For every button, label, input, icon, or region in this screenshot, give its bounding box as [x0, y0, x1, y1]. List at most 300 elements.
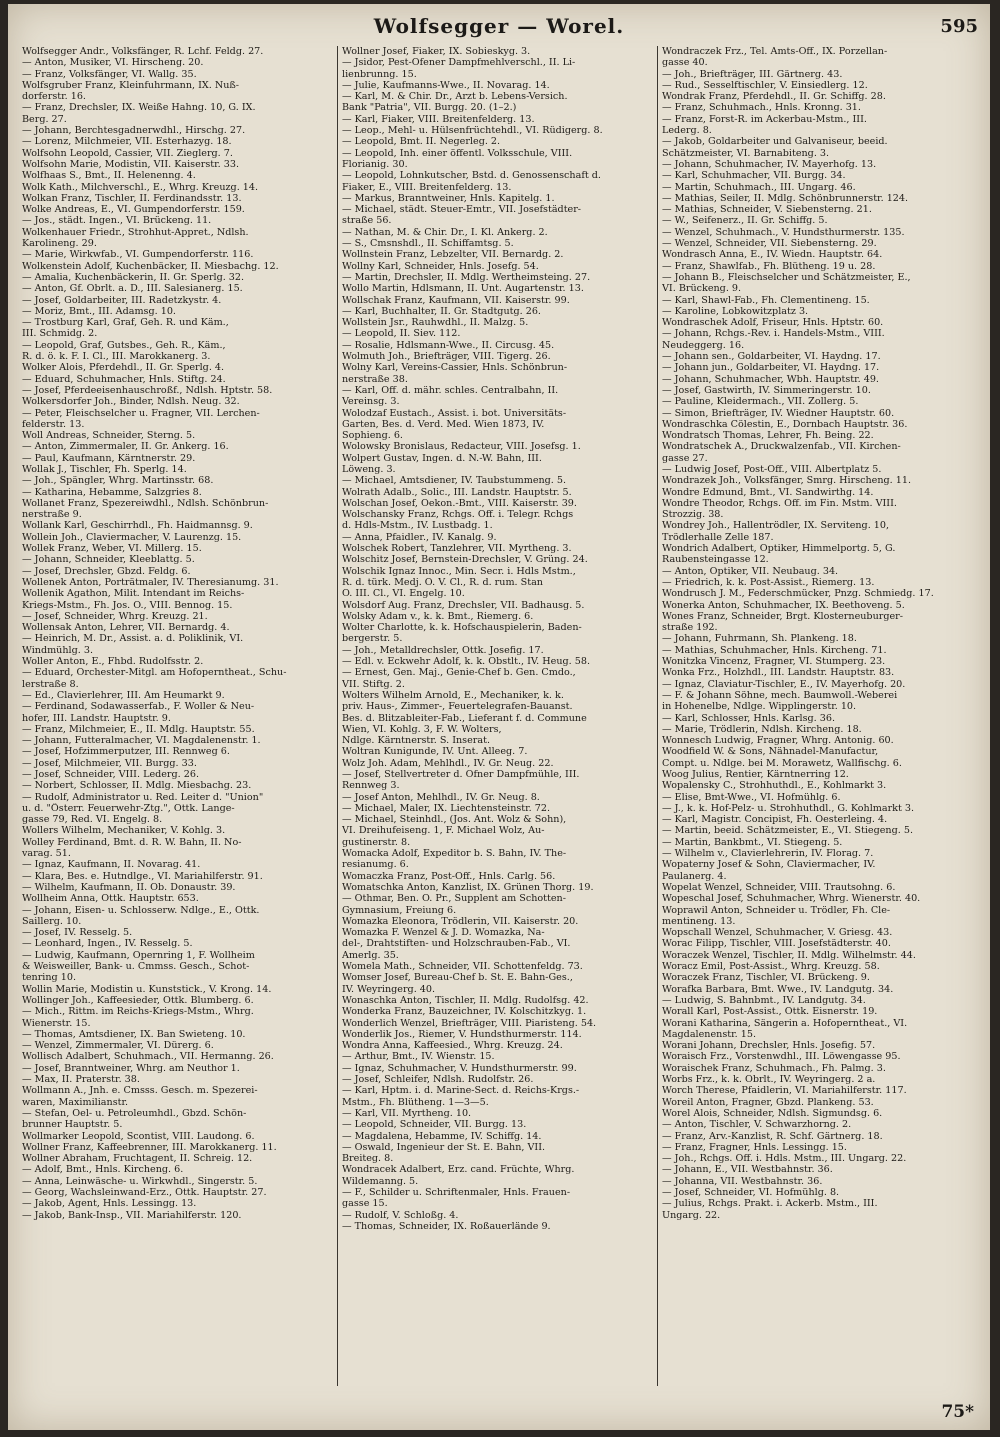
directory-entry: Wonka Frz., Holzhdl., III. Landstr. Hauptstr. 83.	[662, 667, 895, 679]
directory-entry: Schätzmeister, VI. Barnabiteng. 3.	[662, 147, 830, 159]
directory-entry: — Mathias, Schuhmacher, Hnls. Kircheng. 71.	[662, 644, 887, 656]
directory-entry: nerstraße 9.	[22, 509, 82, 521]
directory-entry: Worall Karl, Post-Assist., Ottk. Eisnerstr. 19.	[662, 1006, 878, 1018]
directory-entry: Wondraczek Frz., Tel. Amts-Off., IX. Porzellan-	[662, 46, 888, 57]
directory-entry: Wondrasch Anna, E., IV. Wiedn. Hauptstr. 64.	[662, 249, 883, 261]
directory-entry: — Franz, Volksfänger, VI. Wallg. 35.	[22, 68, 197, 80]
directory-entry: Wolkan Franz, Tischler, II. Ferdinandsstr. 13.	[22, 192, 242, 204]
directory-entry: Wolpert Gustav, Ingen. d. N.-W. Bahn, III.	[342, 452, 542, 464]
directory-entry: — Josef, Schneider, Whrg. Kreuzg. 21.	[22, 610, 208, 622]
directory-entry: III. Schmidg. 2.	[22, 328, 98, 340]
directory-entry: Magdalenenstr. 15.	[662, 1028, 756, 1040]
directory-entry: Wolrath Adalb., Solic., III. Landstr. Hauptstr. 5.	[342, 486, 572, 498]
directory-entry: Womser Josef, Bureau-Chef b. St. E. Bahn-Ges.,	[342, 972, 573, 984]
directory-entry: — Karl, Schlosser, Hnls. Karlsg. 36.	[662, 712, 836, 724]
directory-entry: — Anna, Pfaidler., IV. Kanalg. 9.	[342, 531, 497, 543]
directory-entry: — Johann, Schuhmacher, Wbh. Hauptstr. 49.	[662, 373, 879, 385]
directory-entry: — Magdalena, Hebamme, IV. Schiffg. 14.	[342, 1130, 542, 1142]
directory-entry: — Thomas, Schneider, IX. Roßauerlände 9.	[342, 1220, 551, 1232]
directory-entry: — Markus, Branntweiner, Hnls. Kapitelg. 1.	[342, 192, 555, 204]
directory-entry: Woll Andreas, Schneider, Sterng. 5.	[22, 430, 196, 442]
directory-entry: Wonderka Franz, Bauzeichner, IV. Kolschitzkyg. 1.	[342, 1006, 587, 1018]
column-right	[658, 46, 978, 1386]
directory-entry: Trödlerhalle Zelle 187.	[662, 531, 774, 543]
directory-entry: R. d. türk. Medj. O. V. Cl., R. d. rum. Stan	[342, 576, 543, 588]
directory-entry: — Johann, Schneider, Kleeblattg. 5.	[22, 554, 195, 566]
directory-entry: — Anton, Musiker, VI. Hirscheng. 20.	[22, 57, 204, 69]
directory-entry: — Jsidor, Pest-Ofener Dampfmehlverschl., II. Li-	[342, 57, 576, 69]
directory-entry: IV. Weyringerg. 40.	[342, 983, 436, 995]
directory-entry: — Jos., städt. Ingen., VI. Brückeng. 11.	[22, 215, 212, 227]
directory-entry: Wolschansky Franz, Rchgs. Off. i. Telegr. Rchgs	[342, 509, 574, 521]
directory-entry: Wones Franz, Schneider, Brgt. Klosterneuburger-	[662, 610, 903, 622]
directory-entry: Wollschak Franz, Kaufmann, VII. Kaiserstr. 99.	[342, 294, 570, 306]
directory-entry: — Josef, Schneider, VI. Hofmühlg. 8.	[662, 1186, 840, 1198]
directory-entry: — Johanna, VII. Westbahnstr. 36.	[662, 1175, 823, 1187]
directory-entry: resianumg. 6.	[342, 859, 409, 871]
entry-columns	[18, 46, 980, 1386]
directory-entry: Wollnstein Franz, Lebzelter, VII. Bernardg. 2.	[342, 249, 564, 261]
directory-entry: Wollenik Agathon, Milit. Intendant im Reichs-	[22, 588, 245, 600]
directory-entry: Kriegs-Mstm., Fh. Jos. O., VIII. Bennog. 15.	[22, 599, 233, 611]
directory-entry: Womazka Eleonora, Trödlerin, VII. Kaiserstr. 20.	[342, 915, 579, 927]
directory-entry: Wopschall Wenzel, Schuhmacher, V. Griesg. 43.	[662, 927, 893, 939]
directory-entry: — Lorenz, Milchmeier, VII. Esterhazyg. 18.	[22, 136, 232, 148]
directory-entry: Wondrich Adalbert, Optiker, Himmelportg. 5, G.	[662, 543, 896, 555]
directory-entry: — Josef, Stellvertreter d. Ofner Dampfmühle, III.	[342, 769, 580, 780]
directory-entry: bergerstr. 5.	[342, 633, 403, 645]
directory-entry: — Rudolf, V. Schloßg. 4.	[342, 1209, 459, 1221]
directory-entry: — Ferdinand, Sodawasserfab., F. Woller & Neu-	[22, 701, 255, 713]
directory-entry: — Franz, Milchmeier, E., II. Mdlg. Hauptstr. 55.	[22, 723, 255, 735]
directory-entry: — Nathan, M. & Chir. Dr., I. Kl. Ankerg. 2.	[342, 226, 548, 238]
directory-entry: — Johann B., Fleischselcher und Schätzmeister, E.,	[662, 271, 911, 283]
directory-entry: — Othmar, Ben. O. Pr., Supplent am Schotten-	[342, 893, 566, 905]
directory-entry: Wolsky Adam v., k. k. Bmt., Riemerg. 6.	[342, 610, 534, 622]
directory-entry: — Franz, Drechsler, IX. Weiße Hahng. 10, G. IX.	[22, 102, 256, 114]
directory-entry: — J., k. k. Hof-Pelz- u. Strohhuthdl., G. Kohlmarkt 3.	[662, 802, 915, 814]
directory-entry: — Jakob, Agent, Hnls. Lessingg. 13.	[22, 1198, 197, 1210]
directory-entry: straße 56.	[342, 215, 392, 227]
directory-entry: — Joh., Metalldrechsler, Ottk. Josefig. 17.	[342, 644, 544, 656]
directory-entry: Wopeschal Josef, Schuhmacher, Whrg. Wienerstr. 40.	[662, 893, 921, 905]
directory-entry: — Ernest, Gen. Maj., Genie-Chef b. Gen. Cmdo.,	[342, 667, 576, 679]
directory-entry: Wollner Franz, Kaffeebrenner, III. Marokkanerg. 11.	[22, 1141, 277, 1153]
directory-entry: — Stefan, Oel- u. Petroleumhdl., Gbzd. Schön-	[22, 1107, 247, 1119]
directory-entry: — Michael, Maler, IX. Liechtensteinstr. 72.	[342, 802, 551, 814]
directory-entry: Woltran Kunigunde, IV. Unt. Alleeg. 7.	[342, 746, 528, 758]
directory-entry: — Johann jun., Goldarbeiter, VI. Haydng. 17.	[662, 362, 880, 374]
directory-entry: Wolschik Ignaz Innoc., Min. Secr. i. Hdls Mstm.,	[342, 565, 576, 577]
directory-entry: Wolley Ferdinand, Bmt. d. R. W. Bahn, II. No-	[22, 836, 242, 848]
directory-entry: VI. Brückeng. 9.	[662, 283, 742, 295]
directory-entry: — Josef, Schleifer, Ndlsh. Rudolfstr. 26.	[342, 1074, 534, 1086]
directory-entry: — Leopold, Graf, Gutsbes., Geh. R., Käm.,	[22, 339, 226, 351]
directory-entry: — Johann, Futteralmacher, VI. Magdalenenstr. 1.	[22, 735, 261, 747]
directory-entry: — Josef, Pferdeeisenhauschroßf., Ndlsh. Hptstr. 58.	[22, 384, 273, 396]
directory-entry: dorferstr. 16.	[22, 91, 86, 103]
directory-entry: — Heinrich, M. Dr., Assist. a. d. Poliklinik, VI.	[22, 633, 244, 645]
directory-entry: Sophieng. 6.	[342, 430, 403, 442]
directory-entry: Womela Math., Schneider, VII. Schottenfeldg. 73.	[342, 961, 583, 973]
directory-entry: Karolineng. 29.	[22, 238, 97, 250]
directory-entry: — Martin, Drechsler, II. Mdlg. Wertheimsteing. 27.	[342, 271, 591, 283]
directory-entry: Worafka Barbara, Bmt. Wwe., IV. Landgutg. 34.	[662, 983, 894, 995]
directory-entry: Wollmarker Leopold, Scontist, VIII. Laudong. 6.	[22, 1130, 255, 1142]
directory-entry: Wollers Wilhelm, Mechaniker, V. Kohlg. 3.	[22, 825, 226, 837]
directory-entry: — Martin, beeid. Schätzmeister, E., VI. Stiegeng. 5.	[662, 825, 913, 837]
directory-entry: Wolfsohn Marie, Modistin, VII. Kaiserstr. 33.	[22, 158, 240, 170]
directory-entry: Berg. 27.	[22, 113, 67, 125]
directory-entry: Wolsdorf Aug. Franz, Drechsler, VII. Badhausg. 5.	[342, 599, 585, 611]
directory-entry: Ndlge. Kärntnerstr. S. Inserat.	[342, 735, 490, 747]
directory-entry: Ungarg. 22.	[662, 1209, 721, 1221]
directory-entry: Worac Filipp, Tischler, VIII. Josefstädterstr. 40.	[662, 938, 891, 950]
directory-entry: Wondracek Adalbert, Erz. cand. Früchte, Whrg.	[342, 1164, 575, 1176]
directory-entry: — Paul, Kaufmann, Kärntnerstr. 29.	[22, 452, 196, 464]
directory-entry: Florianig. 30.	[342, 158, 408, 170]
directory-entry: — Leop., Mehl- u. Hülsenfrüchtehdl., VI. Rüdigerg. 8.	[342, 125, 603, 137]
directory-entry: — F., Schilder u. Schriftenmaler, Hnls. Frauen-	[342, 1186, 571, 1198]
directory-entry: Woracz Emil, Post-Assist., Whrg. Kreuzg. 58.	[662, 961, 880, 973]
page-number: 595	[940, 16, 978, 37]
directory-entry: — Mathias, Seiler, II. Mdlg. Schönbrunnerstr. 124.	[662, 192, 909, 204]
directory-entry: — Johann, Rchgs.-Rev. i. Handels-Mstm., VIII.	[662, 328, 885, 340]
directory-entry: Wolkersdorfer Joh., Binder, Ndlsh. Neug. 32.	[22, 396, 240, 408]
directory-entry: — Josef Anton, Mehlhdl., IV. Gr. Neug. 8.	[342, 791, 540, 803]
directory-entry: Wollny Karl, Schneider, Hnls. Josefg. 54.	[342, 260, 539, 272]
directory-entry: — Julius, Rchgs. Prakt. i. Ackerb. Mstm., III.	[662, 1198, 878, 1210]
directory-entry: gasse 40.	[662, 57, 708, 69]
directory-entry: — Ignaz, Schuhmacher, V. Hundsthurmerstr. 99.	[342, 1062, 577, 1074]
directory-entry: nerstraße 38.	[342, 373, 408, 385]
directory-entry: Garten, Bes. d. Verd. Med. Wien 1873, IV.	[342, 418, 545, 430]
directory-entry: waren, Maximilianstr.	[22, 1096, 129, 1108]
directory-entry: Worch Therese, Pfaidlerin, VI. Mariahilferstr. 117.	[662, 1085, 907, 1097]
directory-entry: Wolodzaf Eustach., Assist. i. bot. Universitäts-	[342, 407, 567, 419]
directory-entry: — Franz, Shawlfab., Fh. Blütheng. 19 u. 28.	[662, 260, 876, 272]
directory-entry: — Jakob, Bank-Insp., VII. Mariahilferstr. 120.	[22, 1209, 242, 1221]
directory-entry: Raubensteingasse 12.	[662, 554, 769, 566]
directory-entry: Wildemanng. 5.	[342, 1175, 419, 1187]
directory-entry: Wondre Edmund, Bmt., VI. Sandwirthg. 14.	[662, 486, 874, 498]
directory-entry: & Weisweiller, Bank- u. Cmmss. Gesch., Schot-	[22, 961, 250, 973]
directory-entry: Vereinsg. 3.	[342, 396, 400, 408]
column-middle	[338, 46, 658, 1386]
directory-entry: — Josef, Gastwirth, IV. Simmeringerstr. 10.	[662, 384, 871, 396]
directory-entry: Amerlg. 35.	[342, 949, 399, 961]
directory-entry: — Rudolf, Administrator u. Red. Leiter d. "Union"	[22, 791, 264, 803]
directory-entry: Wollner Josef, Fiaker, IX. Sobieskyg. 3.	[342, 46, 531, 57]
directory-entry: — Karl, Shawl-Fab., Fh. Clementineng. 15.	[662, 294, 870, 306]
directory-entry: Wollanet Franz, Spezereiwdhl., Ndlsh. Schönbrun-	[22, 497, 269, 509]
directory-entry: — Peter, Fleischselcher u. Fragner, VII. Lerchen-	[22, 407, 260, 419]
directory-entry: Wolter Charlotte, k. k. Hofschauspielerin, Baden-	[342, 622, 582, 634]
directory-entry: — Josef, IV. Resselg. 5.	[22, 927, 133, 939]
directory-entry: Wonaschka Anton, Tischler, II. Mdlg. Rudolfsg. 42.	[342, 994, 589, 1006]
directory-entry: Fiaker, E., VIII. Breitenfelderg. 13.	[342, 181, 512, 193]
directory-entry: — Josef, Schneider, VIII. Lederg. 26.	[22, 769, 200, 780]
directory-entry: Wondraschka Cölestin, E., Dornbach Hauptstr. 36.	[662, 418, 908, 430]
directory-entry: — Wilhelm v., Clavierlehrerin, IV. Florag. 7.	[662, 848, 874, 860]
directory-entry: — Leonhard, Ingen., IV. Resselg. 5.	[22, 938, 193, 950]
directory-entry: — Michael, städt. Steuer-Emtr., VII. Josefstädter-	[342, 204, 582, 216]
directory-entry: — Anton, Zimmermaler, II. Gr. Ankerg. 16.	[22, 441, 229, 453]
directory-entry: — Karl, VII. Myrtheng. 10.	[342, 1107, 472, 1119]
directory-entry: Windmühlg. 3.	[22, 644, 93, 656]
directory-entry: — Marie, Trödlerin, Ndlsh. Kircheng. 18.	[662, 723, 862, 735]
directory-entry: Rennweg 3.	[342, 780, 400, 792]
directory-entry: VII. Stiftg. 2.	[342, 678, 405, 690]
directory-entry: hofer, III. Landstr. Hauptstr. 9.	[22, 712, 171, 724]
directory-entry: gasse 15.	[342, 1198, 388, 1210]
directory-entry: Wondrusch J. M., Federschmücker, Pnzg. Schmiedg. 17.	[662, 588, 934, 600]
directory-entry: — Martin, Bankbmt., VI. Stiegeng. 5.	[662, 836, 843, 848]
directory-entry: brunner Hauptstr. 5.	[22, 1119, 123, 1131]
directory-entry: — Klara, Bes. e. Hutndlge., VI. Mariahilferstr. 91.	[22, 870, 263, 882]
directory-entry: Wolker Alois, Pferdehdl., II. Gr. Sperlg. 4.	[22, 362, 225, 374]
directory-entry: — Johann, E., VII. Westbahnstr. 36.	[662, 1164, 833, 1176]
directory-page	[8, 4, 990, 1430]
directory-entry: Woller Anton, E., Fhbd. Rudolfsstr. 2.	[22, 656, 204, 668]
directory-entry: Wolny Karl, Vereins-Cassier, Hnls. Schönbrun-	[342, 362, 568, 374]
directory-entry: — Martin, Schuhmach., III. Ungarg. 46.	[662, 181, 856, 193]
directory-entry: O. III. Cl., VI. Engelg. 10.	[342, 588, 465, 600]
directory-entry: — Johann, Schuhmacher, IV. Mayerhofg. 13.	[662, 158, 877, 170]
directory-entry: — Karl, M. & Chir. Dr., Arzt b. Lebens-Versich.	[342, 91, 568, 103]
directory-entry: — Karl, Schuhmacher, VII. Burgg. 34.	[662, 170, 846, 182]
directory-entry: — Jakob, Goldarbeiter und Galvaniseur, beeid.	[662, 136, 888, 148]
directory-entry: Wolmuth Joh., Briefträger, VIII. Tigerg. 26.	[342, 351, 551, 363]
directory-entry: lerstraße 8.	[22, 678, 79, 690]
directory-entry: — Ludwig, S. Bahnbmt., IV. Landgutg. 34.	[662, 994, 866, 1006]
directory-entry: Löweng. 3.	[342, 463, 396, 475]
directory-entry: — Johann, Eisen- u. Schlosserw. Ndlge., E., Ottk.	[22, 904, 260, 916]
directory-entry: Wienerstr. 15.	[22, 1017, 91, 1029]
column-left	[18, 46, 338, 1386]
directory-entry: Wollenek Anton, Porträtmaler, IV. Theresianumg. 31.	[22, 576, 279, 588]
directory-entry: Wondre Theodor, Rchgs. Off. im Fin. Mstm. VIII.	[662, 497, 897, 509]
directory-entry: — Wenzel, Zimmermaler, VI. Dürerg. 6.	[22, 1040, 214, 1052]
directory-entry: mentineng. 13.	[662, 915, 736, 927]
directory-entry: Wollein Joh., Claviermacher, V. Laurenzg. 15.	[22, 531, 242, 543]
directory-entry: — Josef, Hofzimmerputzer, III. Rennweg 6.	[22, 746, 230, 758]
directory-entry: Wollensak Anton, Lehrer, VII. Bernardg. 4.	[22, 622, 230, 634]
directory-entry: — Simon, Briefträger, IV. Wiedner Hauptstr. 60.	[662, 407, 895, 419]
directory-entry: — Wenzel, Schneider, VII. Siebensterng. 29.	[662, 238, 877, 250]
directory-entry: Worani Johann, Drechsler, Hnls. Josefig. 57.	[662, 1040, 876, 1052]
directory-entry: gasse 79, Red. VI. Engelg. 8.	[22, 814, 163, 826]
directory-entry: — Joh., Briefträger, III. Gärtnerg. 43.	[662, 68, 843, 80]
directory-entry: Wolke Andreas, E., VI. Gumpendorferstr. 159.	[22, 204, 245, 216]
directory-entry: Wollner Abraham, Fruchtagent, II. Schreig. 12.	[22, 1153, 253, 1165]
directory-entry: — Michael, Steinhdl., (Jos. Ant. Wolz & Sohn),	[342, 814, 567, 826]
directory-entry: — Thomas, Amtsdiener, IX. Ban Swieteng. 10.	[22, 1028, 246, 1040]
directory-entry: Wondrazek Joh., Volksfänger, Smrg. Hirscheng. 11.	[662, 475, 912, 487]
directory-entry: Wopelat Wenzel, Schneider, VIII. Trautsohng. 6.	[662, 881, 896, 893]
directory-entry: Woraczek Wenzel, Tischler, II. Mdlg. Wilhelmstr. 44.	[662, 949, 916, 961]
directory-entry: — F. & Johann Söhne, mech. Baumwoll.-Weberei	[662, 689, 898, 701]
directory-entry: Wolschek Robert, Tanzlehrer, VII. Myrtheng. 3.	[342, 543, 572, 555]
directory-entry: Wondratsch Thomas, Lehrer, Fh. Being. 22.	[662, 430, 874, 442]
directory-entry: Wolfsegger Andr., Volksfänger, R. Lchf. Feldg. 27.	[22, 46, 264, 57]
directory-entry: Wolkenstein Adolf, Kuchenbäcker, II. Miesbachg. 12.	[22, 260, 279, 272]
directory-entry: — Franz, Forst-R. im Ackerbau-Mstm., III.	[662, 113, 867, 125]
directory-entry: — Ludwig Josef, Post-Off., VIII. Albertplatz 5.	[662, 463, 882, 475]
directory-entry: — Johann, Fuhrmann, Sh. Plankeng. 18.	[662, 633, 857, 645]
directory-entry: VI. Dreihufeiseng. 1, F. Michael Wolz, Au-	[342, 825, 545, 837]
directory-entry: Womacka Adolf, Expeditor b. S. Bahn, IV. The-	[342, 848, 567, 860]
directory-entry: — Pauline, Kleidermach., VII. Zollerg. 5.	[662, 396, 859, 408]
directory-entry: — Franz, Schuhmach., Hnls. Kronng. 31.	[662, 102, 861, 114]
directory-entry: Strozzig. 38.	[662, 509, 724, 521]
directory-entry: Wonerka Anton, Schuhmacher, IX. Beethoveng. 5.	[662, 599, 905, 611]
directory-entry: Paulanerg. 4.	[662, 870, 727, 882]
directory-entry: — Leopold, Inh. einer öffentl. Volksschule, VIII.	[342, 147, 573, 159]
directory-entry: straße 192.	[662, 622, 718, 634]
directory-entry: Worel Alois, Schneider, Ndlsh. Sigmundsg. 6.	[662, 1107, 883, 1119]
directory-entry: — Friedrich, k. k. Post-Assist., Riemerg. 13.	[662, 576, 875, 588]
directory-entry: Wollak J., Tischler, Fh. Sperlg. 14.	[22, 463, 187, 475]
directory-entry: — Joh., Rchgs. Off. i. Hdls. Mstm., III. Ungarg. 22.	[662, 1153, 907, 1165]
directory-entry: Wolz Joh. Adam, Mehlhdl., IV. Gr. Neug. 22.	[342, 757, 554, 769]
directory-entry: del-, Drahtstiften- und Holzschrauben-Fab., VI.	[342, 938, 571, 950]
directory-entry: Wollank Karl, Geschirrhdl., Fh. Haidmannsg. 9.	[22, 520, 253, 532]
directory-entry: — Ludwig, Kaufmann, Opernring 1, F. Wollheim	[22, 949, 255, 961]
directory-entry: Wondrey Joh., Hallentrödler, IX. Serviteng. 10,	[662, 520, 890, 532]
directory-entry: Wollin Marie, Modistin u. Kunststick., V. Krong. 14.	[22, 983, 272, 995]
directory-entry: — Max, II. Praterstr. 38.	[22, 1074, 140, 1086]
directory-entry: Wolfsgruber Franz, Kleinfuhrmann, IX. Nuß-	[22, 79, 240, 91]
directory-entry: — Josef, Milchmeier, VII. Burgg. 33.	[22, 757, 197, 769]
directory-entry: — Karl, Buchhalter, II. Gr. Stadtgutg. 26.	[342, 305, 541, 317]
directory-entry: — W., Seifenerz., II. Gr. Schiffg. 5.	[662, 215, 828, 227]
directory-entry: Wolschitz Josef, Bernstein-Drechsler, V. Grüng. 24.	[342, 554, 588, 566]
directory-entry: Bes. d. Blitzableiter-Fab., Lieferant f. d. Commune	[342, 712, 587, 724]
directory-entry: Wondraschek Adolf, Friseur, Hnls. Hptstr. 60.	[662, 317, 884, 329]
directory-entry: Wonderlich Wenzel, Briefträger, VIII. Piaristeng. 54.	[342, 1017, 597, 1029]
directory-entry: — Norbert, Schlosser, II. Mdlg. Miesbachg. 23.	[22, 780, 252, 792]
directory-entry: — Anton, Tischler, V. Schwarzhorng. 2.	[662, 1119, 852, 1131]
directory-entry: — Johann, Berchtesgadnerwdhl., Hirschg. 27.	[22, 125, 246, 137]
directory-entry: felderstr. 13.	[22, 418, 85, 430]
directory-entry: — Oswald, Ingenieur der St. E. Bahn, VII.	[342, 1141, 546, 1153]
directory-entry: — Marie, Wirkwfab., VI. Gumpendorferstr. 116.	[22, 249, 254, 261]
directory-entry: — Anna, Leinwäsche- u. Wirkwhdl., Singerstr. 5.	[22, 1175, 258, 1187]
directory-entry: — Joh., Spängler, Whrg. Martinsstr. 68.	[22, 475, 214, 487]
directory-entry: Wopalensky C., Strohhuthdl., E., Kohlmarkt 3.	[662, 780, 887, 792]
directory-entry: Woog Julius, Rentier, Kärntnerring 12.	[662, 769, 849, 780]
directory-entry: Wollinger Joh., Kaffeesieder, Ottk. Blumberg. 6.	[22, 994, 254, 1006]
directory-entry: Worani Katharina, Sängerin a. Hofoperntheat., VI.	[662, 1017, 908, 1029]
directory-entry: — Anton, Gf. Obrlt. a. D., III. Salesianerg. 15.	[22, 283, 243, 295]
directory-entry: Womazka F. Wenzel & J. D. Womazka, Na-	[342, 927, 545, 939]
directory-entry: — Elise, Bmt-Wwe., VI. Hofmühlg. 6.	[662, 791, 841, 803]
directory-entry: — Edl. v. Eckwehr Adolf, k. k. Obstlt., IV. Heug. 58.	[342, 656, 590, 668]
directory-entry: — Moriz, Bmt., III. Adamsg. 10.	[22, 305, 176, 317]
directory-entry: tenring 10.	[22, 972, 76, 984]
directory-entry: — Karl, Magistr. Concipist, Fh. Oesterleing. 4.	[662, 814, 888, 826]
directory-entry: Woraischek Franz, Schuhmach., Fh. Palmg. 3.	[662, 1062, 886, 1074]
directory-entry: — Eduard, Schuhmacher, Hnls. Stiftg. 24.	[22, 373, 226, 385]
directory-entry: — Adolf, Bmt., Hnls. Kircheng. 6.	[22, 1164, 184, 1176]
directory-entry: u. d. "Österr. Feuerwehr-Ztg.", Ottk. Lange-	[22, 802, 235, 814]
directory-entry: Lederg. 8.	[662, 125, 712, 137]
directory-entry: — Ed., Clavierlehrer, III. Am Heumarkt 9.	[22, 689, 225, 701]
directory-entry: — Rud., Sesselftischler, V. Einsiedlerg. 12.	[662, 79, 868, 91]
directory-entry: — Karl, Off. d. mähr. schles. Centralbahn, II.	[342, 384, 559, 396]
directory-entry: — Ignaz, Claviatur-Tischler, E., IV. Mayerhofg. 20.	[662, 678, 906, 690]
directory-entry: — Amalia, Kuchenbäckerin, II. Gr. Sperlg. 32.	[22, 271, 245, 283]
directory-entry: Wondratschek A., Druckwalzenfab., VII. Kirchen-	[662, 441, 901, 453]
directory-entry: — Michael, Amtsdiener, IV. Taubstummeng. 5.	[342, 475, 567, 487]
directory-entry: in Hohenelbe, Ndlge. Wipplingerstr. 10.	[662, 701, 857, 713]
directory-entry: — Ignaz, Kaufmann, II. Novarag. 41.	[22, 859, 201, 871]
directory-entry: Womaczka Franz, Post-Off., Hnls. Carlg. 56.	[342, 870, 556, 882]
directory-entry: Bank "Patria", VII. Burgg. 20. (1–2.)	[342, 102, 517, 114]
directory-entry: — Franz, Arv.-Kanzlist, R. Schf. Gärtnerg. 18.	[662, 1130, 883, 1142]
directory-entry: — Karoline, Lobkowitzplatz 3.	[662, 305, 809, 317]
directory-entry: Wolkenhauer Friedr., Strohhut-Appret., Ndlsh.	[22, 226, 249, 238]
directory-entry: R. d. ö. k. F. I. Cl., III. Marokkanerg. 3.	[22, 351, 211, 363]
directory-entry: — Karl, Hptm. i. d. Marine-Sect. d. Reichs-Krgs.-	[342, 1085, 580, 1097]
directory-entry: — Wilhelm, Kaufmann, II. Ob. Donaustr. 39.	[22, 881, 236, 893]
directory-entry: Woprawil Anton, Schneider u. Trödler, Fh. Cle-	[662, 904, 891, 916]
directory-entry: — Anton, Optiker, VII. Neubaug. 34.	[662, 565, 839, 577]
directory-entry: Wonderlik Jos., Riemer, V. Hundsthurmerstr. 114.	[342, 1028, 582, 1040]
page-title: Wolfsegger — Worel.	[373, 14, 625, 38]
sheet-signature: 75*	[941, 1402, 974, 1422]
directory-entry: Wolowsky Bronislaus, Redacteur, VIII. Josefsg. 1.	[342, 441, 581, 453]
directory-entry: Wien, VI. Kohlg. 3, F. W. Wolters,	[342, 723, 502, 735]
directory-entry: Gymnasium, Freiung 6.	[342, 904, 457, 916]
directory-entry: — Arthur, Bmt., IV. Wienstr. 15.	[342, 1051, 495, 1063]
directory-entry: Mstm., Fh. Blütheng. 1—3—5.	[342, 1096, 489, 1108]
directory-entry: Wollstein Jsr., Rauhwdhl., II. Malzg. 5.	[342, 317, 529, 329]
directory-entry: — Leopold, Lohnkutscher, Bstd. d. Genossenschaft d.	[342, 170, 601, 182]
directory-entry: — Mich., Rittm. im Reichs-Kriegs-Mstm., Whrg.	[22, 1006, 254, 1018]
directory-entry: — Johann sen., Goldarbeiter, VI. Haydng. 17.	[662, 351, 881, 363]
directory-entry: — Leopold, II. Siev. 112.	[342, 328, 461, 340]
directory-entry: priv. Haus-, Zimmer-, Feuertelegrafen-Bauanst.	[342, 701, 573, 713]
directory-entry: — Leopold, Bmt. II. Negerleg. 2.	[342, 136, 501, 148]
directory-entry: Wonnesch Ludwig, Fragner, Whrg. Antonig. 60.	[662, 735, 894, 747]
directory-entry: Wollek Franz, Weber, VI. Millerg. 15.	[22, 543, 202, 555]
directory-entry: varag. 51.	[22, 848, 71, 860]
directory-entry: Saillerg. 10.	[22, 915, 82, 927]
directory-entry: Wollisch Adalbert, Schuhmach., VII. Hermanng. 26.	[22, 1051, 274, 1063]
directory-entry: Wonitzka Vincenz, Fragner, VI. Stumperg. 23.	[662, 656, 886, 668]
directory-entry: Wolk Kath., Milchverschl., E., Whrg. Kreuzg. 14.	[22, 181, 259, 193]
directory-entry: Wopaterny Josef & Sohn, Claviermacher, IV.	[662, 859, 876, 871]
directory-entry: gustinerstr. 8.	[342, 836, 411, 848]
directory-entry: — Trostburg Karl, Graf, Geh. R. und Käm.,	[22, 317, 229, 329]
directory-entry: Woraczek Franz, Tischler, VI. Brückeng. 9.	[662, 972, 870, 984]
directory-entry: — Katharina, Hebamme, Salzgries 8.	[22, 486, 202, 498]
directory-entry: Wondrak Franz, Pferdehdl., II. Gr. Schiffg. 28.	[662, 91, 886, 103]
directory-entry: — Eduard, Orchester-Mitgl. am Hofoperntheat., Schu-	[22, 667, 287, 679]
directory-entry: — Franz, Fragner, Hnls. Lessingg. 15.	[662, 1141, 847, 1153]
directory-entry: Neudeggerg. 16.	[662, 339, 745, 351]
directory-entry: Wollmann A., Jnh. e. Cmsss. Gesch. m. Spezerei-	[22, 1085, 258, 1097]
directory-entry: — Leopold, Schneider, VII. Burgg. 13.	[342, 1119, 527, 1131]
directory-entry: Worbs Frz., k. k. Obrlt., IV. Weyringerg. 2 a.	[662, 1074, 876, 1086]
directory-entry: — Rosalie, Hdlsmann-Wwe., II. Circusg. 45.	[342, 339, 555, 351]
directory-entry: Woreil Anton, Fragner, Gbzd. Plankeng. 53.	[662, 1096, 874, 1108]
directory-entry: Compt. u. Ndlge. bei M. Morawetz, Wallfischg. 6.	[662, 757, 902, 769]
directory-entry: Wolfsohn Leopold, Cassier, VII. Zieglerg. 7.	[22, 147, 233, 159]
directory-entry: Woodfield W. & Sons, Nähnadel-Manufactur,	[662, 746, 879, 758]
